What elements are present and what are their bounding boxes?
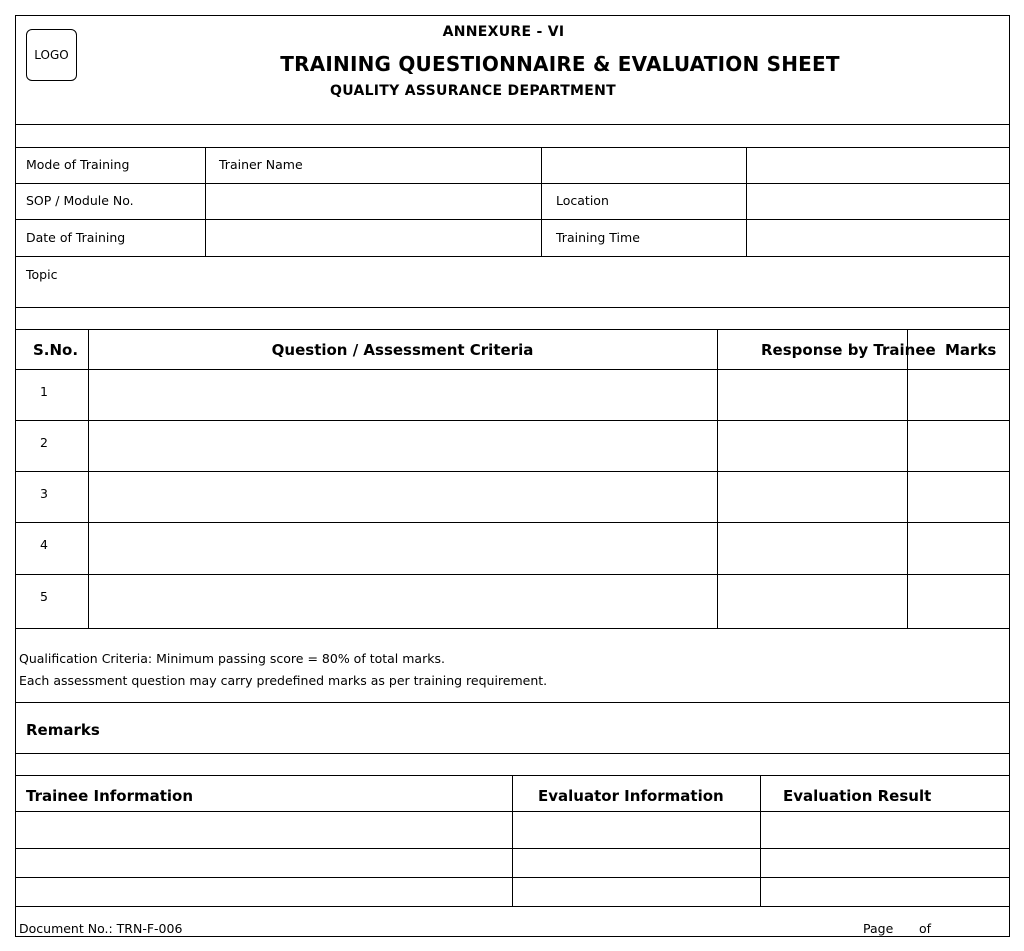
header-divider	[15, 124, 1010, 125]
question-header: Question / Assessment Criteria	[271, 341, 534, 359]
questions-col-divider	[88, 329, 89, 628]
questions-col-divider	[717, 329, 718, 628]
remarks-bottom	[15, 753, 1010, 754]
row-number: 2	[40, 435, 48, 450]
sno-header: S.No.	[33, 341, 79, 359]
row-number: 1	[40, 384, 48, 399]
topic-bottom	[15, 307, 1010, 308]
info-row-divider	[15, 183, 1010, 184]
trainer-name-label: Trainer Name	[219, 157, 303, 172]
date-of-training-label: Date of Training	[26, 230, 126, 245]
row-number: 5	[40, 589, 48, 604]
response-header: Response by Trainee	[761, 341, 936, 359]
sop-module-label: SOP / Module No.	[26, 193, 134, 208]
evaluator-information-header: Evaluator Information	[538, 787, 724, 805]
info-col-divider	[541, 147, 542, 256]
topic-label: Topic	[26, 267, 58, 282]
info-row-divider	[15, 219, 1010, 220]
mode-of-training-label: Mode of Training	[26, 157, 130, 172]
info-col-divider	[746, 147, 747, 256]
questions-row-divider	[15, 420, 1010, 421]
remarks-label: Remarks	[26, 721, 100, 739]
trainee-information-header: Trainee Information	[26, 787, 194, 805]
qualification-bottom	[15, 702, 1010, 703]
page-label: Page	[863, 921, 894, 936]
qualification-criteria-text: Qualification Criteria: Minimum passing score = 80% of total marks.	[19, 651, 445, 666]
signoff-table-bottom	[15, 906, 1010, 907]
logo-text: LOGO	[34, 48, 69, 62]
questions-row-divider	[15, 369, 1010, 370]
qualification-marks-text: Each assessment question may carry predefined marks as per training requirement.	[19, 673, 548, 688]
questions-table-top	[15, 329, 1010, 330]
department-label: QUALITY ASSURANCE DEPARTMENT	[330, 83, 617, 99]
marks-header: Marks	[945, 341, 997, 359]
document-number: Document No.: TRN-F-006	[19, 921, 183, 936]
questions-row-divider	[15, 574, 1010, 575]
row-number: 4	[40, 537, 48, 552]
training-time-label: Training Time	[556, 230, 640, 245]
info-col-divider	[205, 147, 206, 256]
page-title: TRAINING QUESTIONNAIRE & EVALUATION SHEET	[280, 52, 840, 76]
row-number: 3	[40, 486, 48, 501]
location-label: Location	[556, 193, 609, 208]
questions-col-divider	[907, 329, 908, 628]
info-table-top	[15, 147, 1010, 148]
page-of-label: of	[919, 921, 932, 936]
questions-row-divider	[15, 522, 1010, 523]
evaluation-result-header: Evaluation Result	[783, 787, 932, 805]
annexure-label: ANNEXURE - VI	[442, 24, 565, 40]
questions-row-divider	[15, 471, 1010, 472]
signoff-col-divider	[760, 775, 761, 906]
signoff-col-divider	[512, 775, 513, 906]
info-row-divider	[15, 256, 1010, 257]
questions-table-bottom	[15, 628, 1010, 629]
